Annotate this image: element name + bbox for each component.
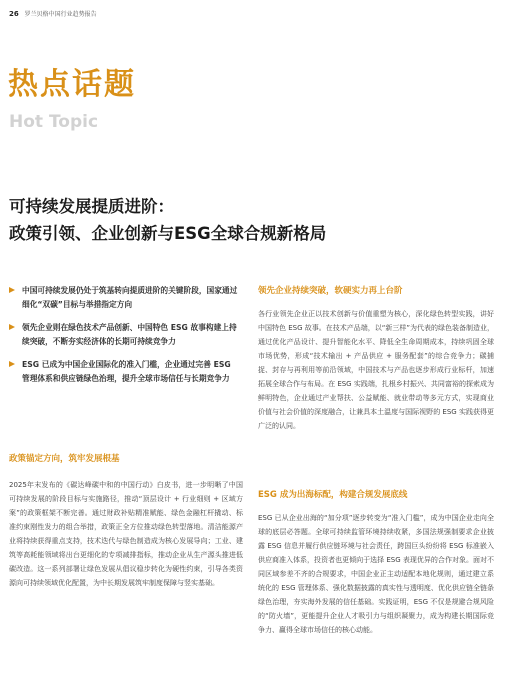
- key-point: [9, 284, 241, 312]
- section-body-policy: 2025年末发布的《碳达峰碳中和的中国行动》白皮书，进一步明晰了中国可持续发展的阶段目标与实施路径，推动“顶层设计 + 行业细则 + 区域方案”的政策框架不断完善。通过财政补贴精准赋能、绿色金融杠杆撬动、标准约束刚性发力的组合举措，政策正全方位推动绿色转型落地。清洁能源产业将持续获得重点支持，技术迭代与绿色制造成为核心发展导向；工业、建筑等高耗能领域将出台更细化的专项减排指标，推动企业从生产源头推进低碳改造。这一系列部署让绿色发展从倡议稳步转化为硬性约束，引导各类资源向可持续领域优化配置，为中长期发展筑牢制度保障与竖实基础。: [9, 481, 243, 587]
- page-number: 26: [9, 10, 19, 18]
- section-title-cn: 热点话题: [8, 67, 136, 102]
- article-title: [9, 193, 489, 247]
- article-title-line-2: 政策引领、企业创新与ESG全球合规新格局: [9, 224, 327, 243]
- page-header: [9, 9, 97, 18]
- section-heading-enterprises: 领先企业持续突破，软硬实力再上台阶: [258, 286, 403, 296]
- section-heading-esg: ESG 成为出海标配，构建合规发展底线: [258, 490, 408, 500]
- article-title-line-1: 可持续发展提质进阶：: [9, 197, 174, 216]
- section-body-esg: ESG 已从企业出海的“加分项”逐步转变为“准入门槛”，成为中国企业走向全球的底层必答题。全球可持续监管环境持续收紧，多国法规强制要求企业披露 ESG 信息并履行供应链环境与社会责任，跨国巨头纷纷将 ESG 标准嵌入供应商准入体系，投资者也更倾向于选择 ESG 表现优异的合作对象。面对不同区域参差不齐的合规要求，中国企业正主动适配本地化规则，通过建立系统化的 ESG 管理体系、强化数据披露的真实性与透明度、优化供应链全链条绿色治理，夯实海外发展的信任基础。实践证明，ESG 不仅是规避合规风险的“防火墙”，更能提升企业人才吸引力与组织凝聚力，成为构建长期国际竞争力、赢得全球市场信任的核心动能。: [258, 514, 494, 634]
- key-point-text: ESG 已成为中国企业国际化的准入门槛，企业通过完善 ESG 管理体系和供应链绿色治理，提升全球市场信任与长期竞争力: [22, 360, 231, 383]
- key-point-text: 中国可持续发展仍处于筑基转向提质进阶的关键阶段，国家通过细化“双碳”目标与举措指定方向: [22, 286, 238, 309]
- key-points-list: [9, 284, 241, 395]
- key-point: [9, 321, 241, 349]
- section-body-enterprises: 各行业领先企业正以技术创新与价值重塑为核心，深化绿色转型实践，讲好中国特色 ESG 故事。在技术产品端，以“新三样”为代表的绿色装备制造业，通过优化产品设计、提升智能化水平、降低全生命周期成本，持续巩固全球市场优势，形成“技术输出 + 产品供应 + 服务配套”的综合竞争力；碳捕捉、封存与再利用等前沿领域，中国技术与产品也逐步形成行业标杆，加速拓展全球合作与布局。在 ESG 实践端，扎根乡村振兴、共同富裕的探索成为鲜明特色，企业通过产业帮扶、公益赋能、就业带动等多元方式，实现商业价值与社会价值的深度融合，让兼具本土温度与国际视野的 ESG 实践获得更广泛的认同。: [258, 310, 494, 430]
- triangle-bullet-icon: [9, 324, 15, 330]
- key-point: [9, 358, 241, 386]
- section-heading-policy: 政策锚定方向，筑牢发展根基: [9, 454, 120, 464]
- triangle-bullet-icon: [9, 361, 15, 367]
- key-point-text: 领先企业则在绿色技术产品创新、中国特色 ESG 故事构建上持续突破，不断夯实经济体的长期可持续竞争力: [22, 323, 237, 346]
- section-title-en: Hot Topic: [9, 112, 99, 132]
- triangle-bullet-icon: [9, 287, 15, 293]
- report-title: 罗兰贝格中国行业趋势报告: [24, 11, 97, 18]
